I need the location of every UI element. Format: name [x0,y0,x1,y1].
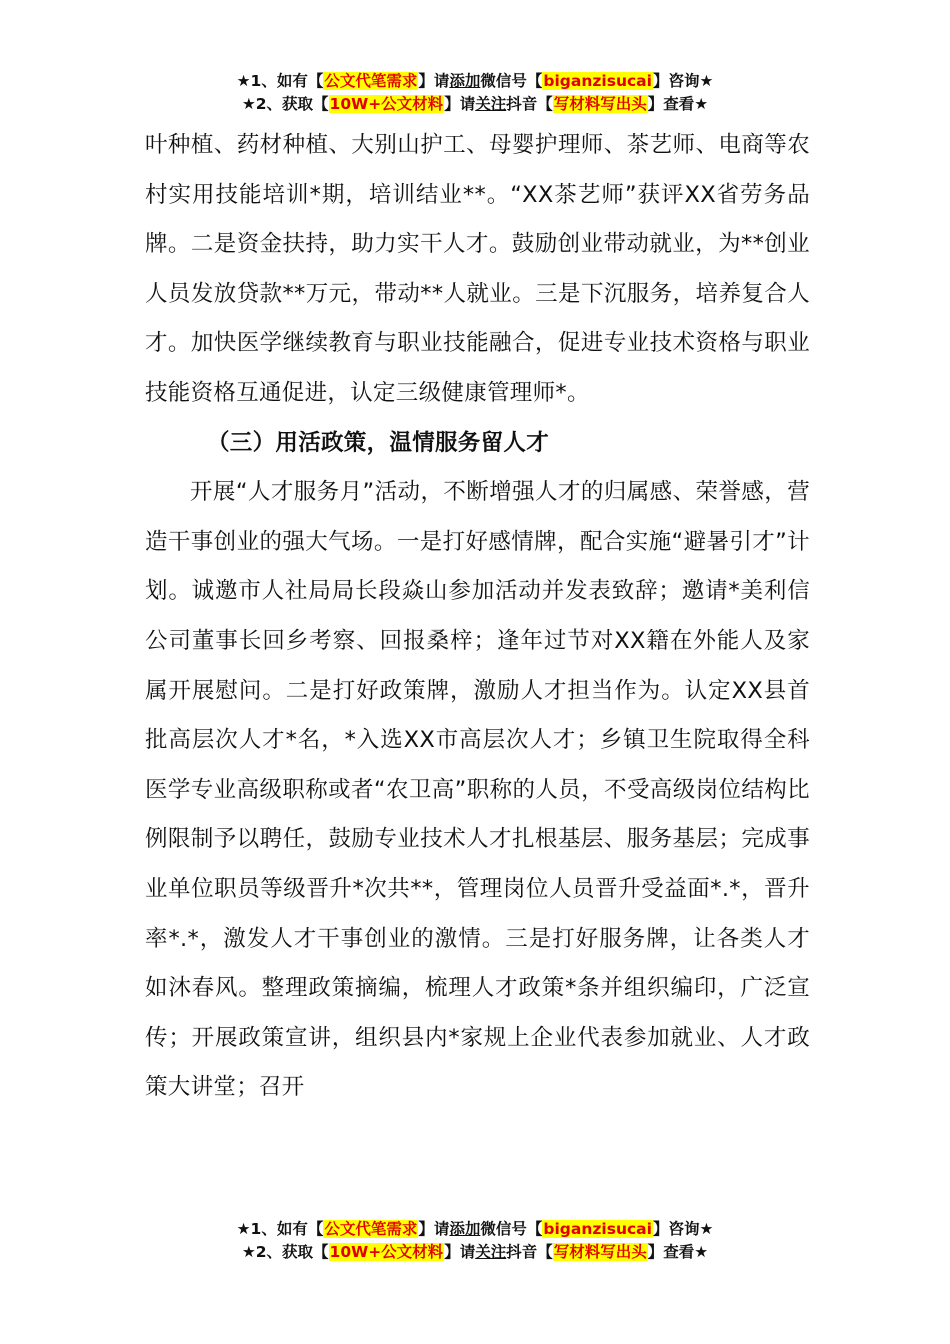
banner-text: ★2、获取【 [241,95,329,113]
banner-underline-text: 关注 [475,95,507,113]
banner-highlight-wechat-id: biganzisucai [543,72,652,90]
banner-text: ★2、获取【 [241,1243,329,1261]
banner-highlight-materials: 10W+公文材料 [329,95,444,113]
banner-highlight-service: 公文代笔需求 [324,72,418,90]
banner-line-1 [0,70,950,93]
paragraph-training: 叶种植、药材种植、大别山护工、母婴护理师、茶艺师、电商等农村实用技能培训*期，培训结业**。“XX茶艺师”获评XX省劳务品牌。二是资金扶持，助力实干人才。鼓励创业带动就业，为**创业人员发放贷款**万元，带动**人就业。三是下沉服务，培养复合人才。加快医学继续教育与职业技能融合，促进专业技术资格与职业技能资格互通促进，认定三级健康管理师*。 [145,132,810,406]
banner-text: ★1、如有【 [236,1220,324,1238]
banner-highlight-service: 公文代笔需求 [324,1220,418,1238]
header-banner [0,70,950,116]
paragraph-talent-service: 开展“人才服务月”活动，不断增强人才的归属感、荣誉感，营造干事创业的强大气场。一是打好感情牌，配合实施“避暑引才”计划。诚邀市人社局局长段焱山参加活动并发表致辞；邀请*美利信公司董事长回乡考察、回报桑梓；逢年过节对XX籍在外能人及家属开展慰问。二是打好政策牌，激励人才担当作为。认定XX县首批高层次人才*名，*入选XX市高层次人才；乡镇卫生院取得全科医学专业高级职称或者“农卫高”职称的人员，不受高级岗位结构比例限制予以聘任，鼓励专业技术人才扎根基层、服务基层；完成事业单位职员等级晋升*次共**，管理岗位人员晋升受益面*.*，晋升率*.*，激发人才干事创业的激情。三是打好服务牌，让各类人才如沐春风。整理政策摘编，梳理人才政策*条并组织编印，广泛宣传；开展政策宣讲，组织县内*家规上企业代表参加就业、人才政策大讲堂；召开 [145,479,810,1101]
banner-underline-text: 关注 [475,1243,507,1261]
banner-line-2 [0,1241,950,1264]
banner-highlight-materials: 10W+公文材料 [329,1243,444,1261]
banner-text: 】请 [444,1243,476,1261]
banner-highlight-douyin: 写材料写出头 [553,95,647,113]
banner-text: 】查看★ [647,95,709,113]
banner-text: 微信号【 [480,1220,543,1238]
footer-banner [0,1218,950,1264]
document-body [145,121,810,1113]
banner-underline-text: 添加 [449,1220,481,1238]
banner-line-1 [0,1218,950,1241]
banner-text: 】咨询★ [652,72,714,90]
banner-highlight-douyin: 写材料写出头 [553,1243,647,1261]
banner-text: 微信号【 [480,72,543,90]
banner-text: 】查看★ [647,1243,709,1261]
banner-highlight-wechat-id: biganzisucai [543,1220,652,1238]
banner-text: 】请 [418,1220,450,1238]
banner-text: 】请 [418,72,450,90]
banner-text: 】请 [444,95,476,113]
section-heading-3: （三）用活政策，温情服务留人才 [207,429,550,456]
banner-text: 抖音【 [506,1243,553,1261]
banner-underline-text: 添加 [449,72,481,90]
banner-text: 】咨询★ [652,1220,714,1238]
banner-text: ★1、如有【 [236,72,324,90]
banner-text: 抖音【 [506,95,553,113]
banner-line-2 [0,93,950,116]
